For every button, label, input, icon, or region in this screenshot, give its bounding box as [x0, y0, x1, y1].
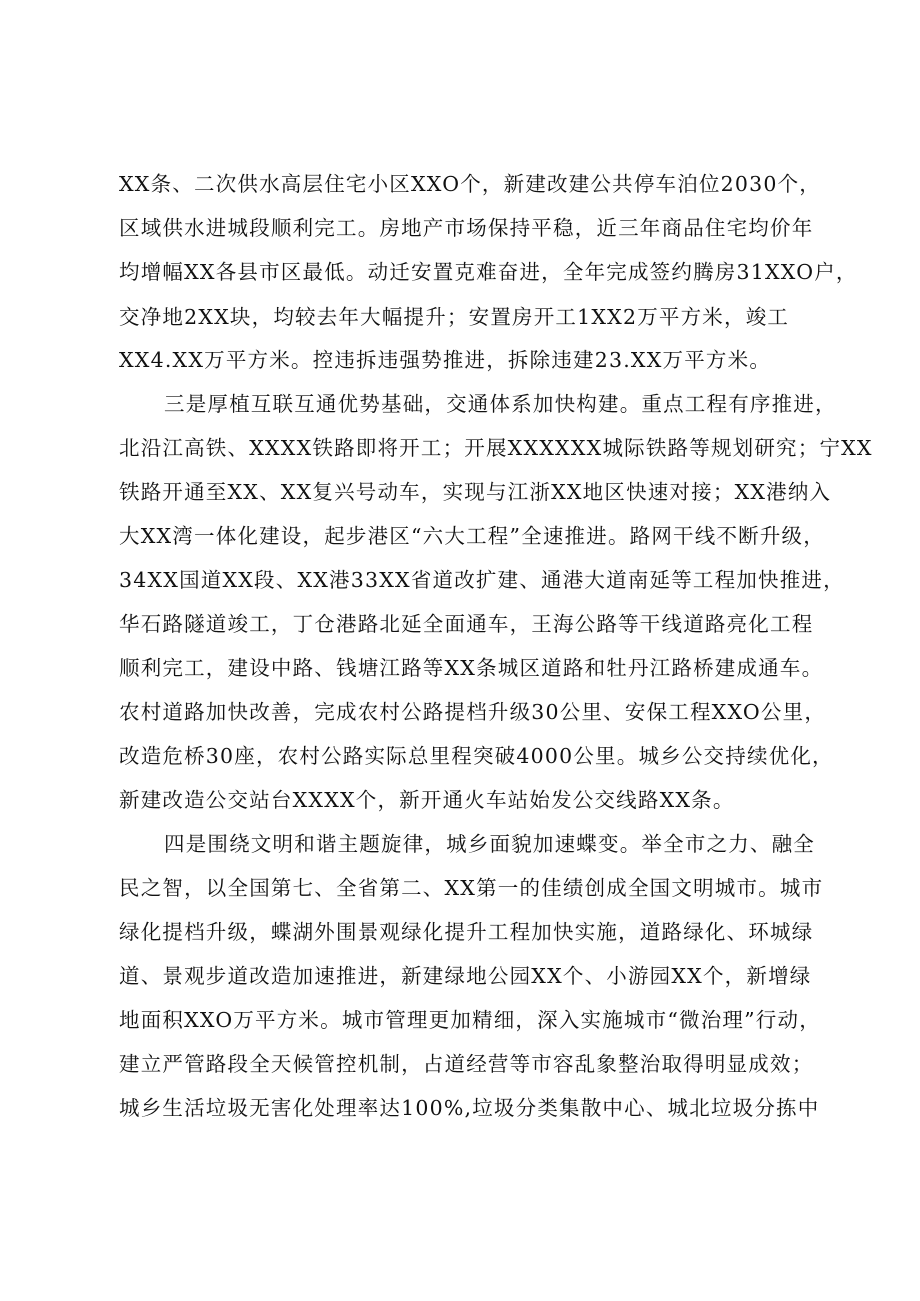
text-line: 改造危桥30座，农村公路实际总里程突破4000公里。城乡公交持续优化， [119, 744, 834, 768]
text-line: 大XX湾一体化建设，起步港区“六大工程”全速推进。路网干线不断升级， [119, 524, 825, 548]
text-line: 北沿江高铁、XXXX铁路即将开工；开展XXXXXX城际铁路等规划研究；宁XX [119, 436, 873, 460]
paragraph-start-line: 三是厚植互联互通优势基础，交通体系加快构建。重点工程有序推进， [164, 392, 837, 416]
text-line: 区域供水进城段顺利完工。房地产市场保持平稳，近三年商品住宅均价年 [119, 216, 814, 240]
text-line: 交净地2XX块，均较去年大幅提升；安置房开工1XX2万平方米，竣工 [119, 305, 790, 329]
text-line: 民之智，以全国第七、全省第二、XX第一的佳绩创成全国文明城市。城市 [119, 876, 824, 900]
text-line: 城乡生活垃圾无害化处理率达100%,垃圾分类集散中心、城北垃圾分拣中 [119, 1096, 820, 1120]
text-line: 34XX国道XX段、XX港33XX省道改扩建、通港大道南延等工程加快推进， [119, 568, 845, 592]
paragraph-start-line: 四是围绕文明和谐主题旋律，城乡面貌加速蝶变。举全市之力、融全 [164, 832, 815, 856]
text-line: 均增幅XX各县市区最低。动迁安置克难奋进，全年完成签约腾房31XXO户， [119, 260, 858, 284]
text-line: 新建改造公交站台XXXX个，新开通火车站始发公交线路XX条。 [119, 788, 735, 812]
text-line: XX4.XX万平方米。控违拆违强势推进，拆除违建23.XX万平方米。 [119, 348, 772, 372]
text-line: XX条、二次供水高层住宅小区XXO个，新建改建公共停车泊位2030个， [119, 172, 821, 196]
text-line: 道、景观步道改造加速推进，新建绿地公园XX个、小游园XX个，新增绿 [119, 964, 812, 988]
text-line: 华石路隧道竣工，丁仓港路北延全面通车，王海公路等干线道路亮化工程 [119, 612, 814, 636]
text-line: 绿化提档升级，蝶湖外围景观绿化提升工程加快实施，道路绿化、环城绿 [119, 920, 814, 944]
text-line: 铁路开通至XX、XX复兴号动车，实现与江浙XX地区快速对接；XX港纳入 [119, 480, 832, 504]
text-line: 地面积XXO万平方米。城市管理更加精细，深入实施城市“微治理”行动， [119, 1008, 821, 1032]
text-line: 农村道路加快改善，完成农村公路提档升级30公里、安保工程XXO公里， [119, 700, 827, 724]
text-line: 建立严管路段全天候管控机制，占道经营等市容乱象整治取得明显成效； [119, 1052, 814, 1076]
text-line: 顺利完工，建设中路、钱塘江路等XX条城区道路和牡丹江路桥建成通车。 [119, 656, 824, 680]
